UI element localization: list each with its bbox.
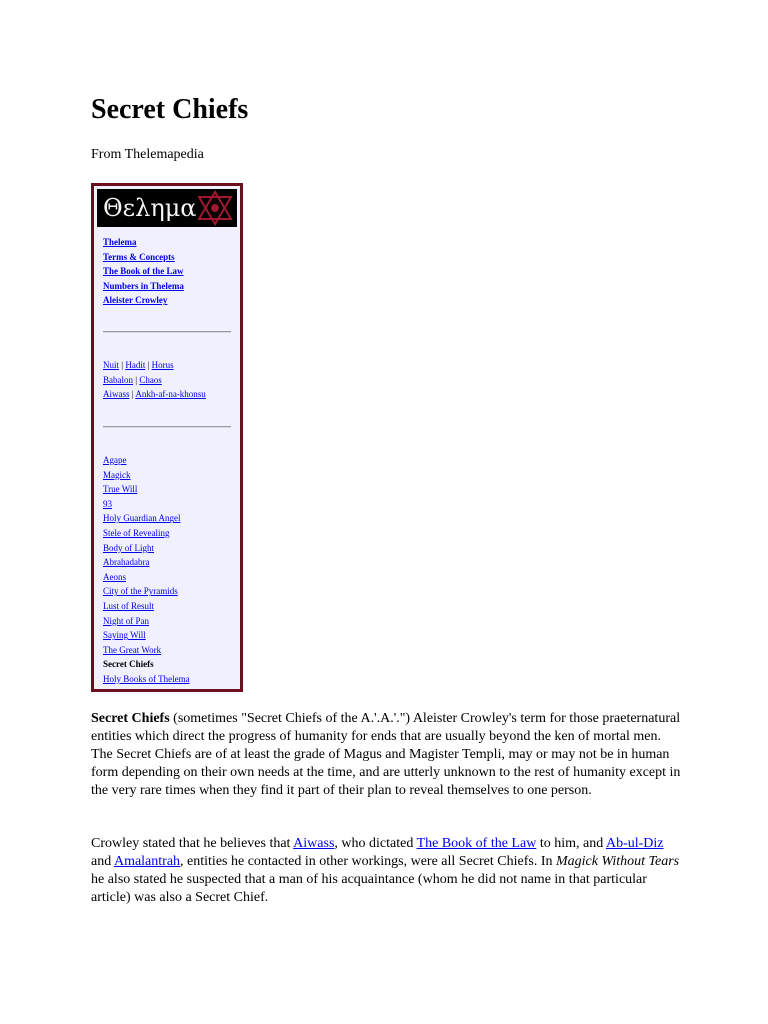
- thelema-sidebar: [91, 183, 243, 692]
- link-aiwass[interactable]: Aiwass: [293, 836, 335, 851]
- link-ab-ul-diz[interactable]: Ab-ul-Diz: [605, 836, 664, 851]
- unicursal-hexagram-icon: [195, 190, 235, 226]
- text-run: , who dictated: [334, 836, 417, 851]
- link-amalantrah[interactable]: Amalantrah: [113, 854, 181, 869]
- text-run: , entities he contacted in other workings, were all Secret Chiefs. In: [180, 854, 556, 869]
- banner-title: Θελημα: [103, 194, 197, 222]
- text-run: to him, and: [536, 836, 606, 851]
- text-run: he also stated he suspected that a man of his acquaintance (whom he did not name in that particular article) was also a Secret Chief.: [91, 872, 647, 905]
- nav-link-chaos[interactable]: Chaos: [139, 374, 162, 385]
- nav-link-terms-concepts[interactable]: Terms & Concepts: [103, 251, 175, 262]
- nav-link-thelema[interactable]: Thelema: [103, 237, 137, 247]
- intro-text: (sometimes "Secret Chiefs of the A.'.A.'.") Aleister Crowley's term for those praeternatural entities which direct the progress of humanity for ends that are usually beyond the ken of mortal men. The Secret Chiefs are of at least the grade of Magus and Magister Templi, may or may not be in human form depending on their own needs at the time, and are utterly unknown to the rest of humanity except in the very rare times when they find it part of their plan to reveal themselves to one person.: [91, 711, 681, 798]
- nav-link-aiwass[interactable]: Aiwass: [103, 389, 130, 400]
- nav-link-holy-books-of-thelema[interactable]: Holy Books of Thelema: [103, 673, 190, 684]
- sidebar-divider: [103, 331, 231, 333]
- nav-link-night-of-pan[interactable]: Night of Pan: [103, 615, 149, 626]
- nav-link-stele-of-revealing[interactable]: Stele of Revealing: [103, 527, 170, 538]
- concepts-nav: [103, 453, 190, 687]
- nav-link-babalon[interactable]: Babalon: [103, 374, 133, 385]
- nav-link-body-of-light[interactable]: Body of Light: [103, 542, 154, 553]
- book-title-italic: Magick Without Tears: [555, 854, 680, 869]
- separator: |: [147, 360, 150, 370]
- nav-link-abrahadabra[interactable]: Abrahadabra: [103, 557, 150, 568]
- nav-link-book-of-the-law[interactable]: The Book of the Law: [103, 266, 184, 277]
- nav-link-93[interactable]: 93: [103, 498, 112, 509]
- link-book-of-the-law[interactable]: The Book of the Law: [416, 836, 537, 851]
- nav-current-secret-chiefs: Secret Chiefs: [103, 659, 154, 670]
- nav-link-lust-of-result[interactable]: Lust of Result: [103, 600, 154, 611]
- crowley-paragraph: [91, 835, 681, 907]
- text-run: Crowley stated that he believes that: [91, 836, 294, 851]
- nav-link-aeons[interactable]: Aeons: [103, 571, 126, 582]
- main-nav: [103, 235, 184, 308]
- nav-link-ankh-af-na-khonsu[interactable]: Ankh-af-na-khonsu: [135, 389, 206, 400]
- separator: |: [135, 374, 138, 385]
- nav-link-true-will[interactable]: True Will: [103, 484, 138, 495]
- site-attribution: From Thelemapedia: [91, 147, 204, 162]
- nav-link-holy-guardian-angel[interactable]: Holy Guardian Angel: [103, 513, 181, 524]
- nav-link-magick[interactable]: Magick: [103, 469, 131, 480]
- text-run: and: [91, 854, 114, 869]
- term-bold: Secret Chiefs: [91, 711, 170, 726]
- nav-link-city-of-the-pyramids[interactable]: City of the Pyramids: [103, 586, 178, 597]
- nav-link-nuit[interactable]: Nuit: [103, 360, 120, 370]
- thelema-banner[interactable]: [97, 189, 237, 227]
- nav-link-the-great-work[interactable]: The Great Work: [103, 644, 162, 655]
- sidebar-divider: [103, 426, 231, 428]
- nav-link-horus[interactable]: Horus: [151, 360, 174, 370]
- separator: |: [131, 389, 134, 400]
- page-title: Secret Chiefs: [91, 94, 249, 125]
- nav-link-agape[interactable]: Agape: [103, 455, 127, 465]
- nav-link-saying-will[interactable]: Saying Will: [103, 630, 146, 641]
- nav-link-aleister-crowley[interactable]: Aleister Crowley: [103, 295, 168, 306]
- intro-paragraph: [91, 710, 681, 800]
- deities-nav: [103, 358, 206, 402]
- nav-link-hadit[interactable]: Hadit: [125, 360, 146, 370]
- separator: |: [121, 360, 124, 370]
- nav-link-numbers-in-thelema[interactable]: Numbers in Thelema: [103, 280, 184, 291]
